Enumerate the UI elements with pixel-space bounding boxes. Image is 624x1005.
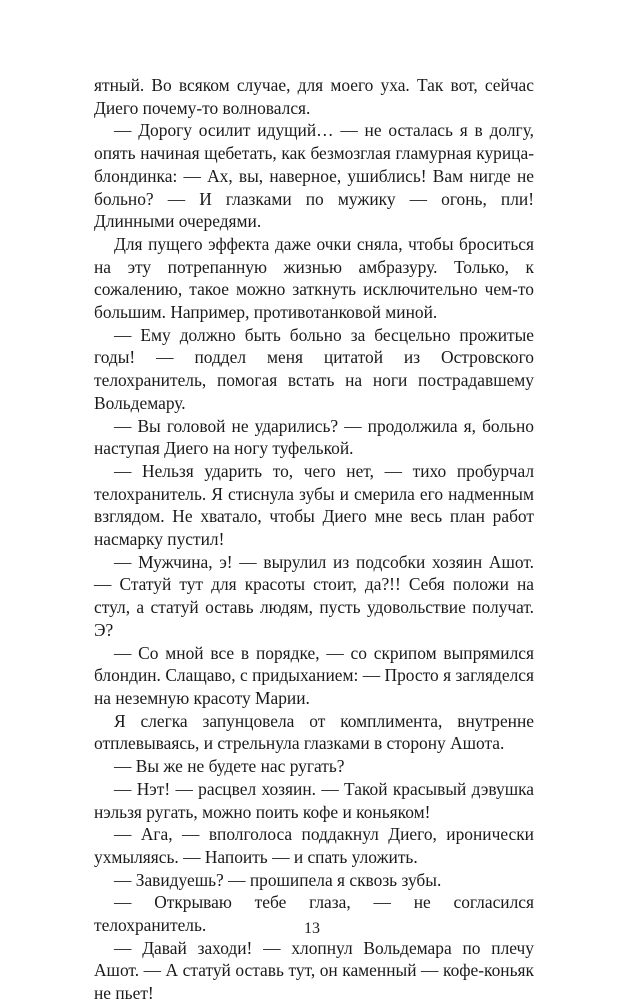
paragraph: — Завидуешь? — прошипела я сквозь зубы. bbox=[114, 869, 442, 890]
paragraph: — Дорогу осилит идущий… — не осталась я в долгу, опять начиная щебетать, как безмозглая гламурная курица-блондинка: — Ах, вы, наверное, ушиблись! Вам нигде не больно? — И глазками по мужику — огонь, пли! Длинными очередями. bbox=[94, 120, 534, 232]
paragraph: — Открываю тебе глаза, — не согласился телохранитель. bbox=[94, 892, 534, 936]
paragraph: — Нельзя ударить то, чего нет, — тихо пробурчал телохранитель. Я стиснула зубы и смерила его надменным взглядом. Не хватало, чтобы Диего мне весь план работ насмарку пустил! bbox=[94, 460, 534, 550]
paragraph: — Нэт! — расцвел хозяин. — Такой красывый дэвушка нэльзя ругать, можно поить кофе и коньяком! bbox=[94, 778, 534, 822]
paragraph: — Ему должно быть больно за бесцельно прожитые годы! — поддел меня цитатой из Островского телохранитель, помогая встать на ноги пострадавшему Вольдемару. bbox=[94, 324, 534, 413]
paragraph: — Вы же не будете нас ругать? bbox=[114, 756, 345, 777]
paragraph: Для пущего эффекта даже очки сняла, чтобы броситься на эту потрепанную жизнью амбразуру. Только, к сожалению, такое можно заткнуть исключительно чем-то большим. Например, противотанковой миной. bbox=[94, 233, 534, 323]
paragraph: ятный. Во всяком случае, для моего уха. Так вот, сейчас Диего почему-то волновался. bbox=[94, 75, 534, 118]
paragraph: — Ага, — вполголоса поддакнул Диего, иронически ухмыляясь. — Напоить — и спать уложить. bbox=[94, 824, 534, 867]
body-text bbox=[94, 74, 534, 1005]
paragraph: — Давай заходи! — хлопнул Вольдемара по плечу Ашот. — А статуй оставь тут, он каменный — кофе-коньяк не пьет! bbox=[94, 937, 534, 1004]
paragraph: — Со мной все в порядке, — со скрипом выпрямился блондин. Слащаво, с придыханием: — Просто я загляделся на неземную красоту Марии. bbox=[94, 642, 534, 708]
paragraph: — Вы головой не ударились? — продолжила я, больно наступая Диего на ногу туфелькой. bbox=[94, 415, 534, 459]
paragraph: Я слегка запунцовела от комплимента, внутренне отплевываясь, и стрельнула глазками в сторону Ашота. bbox=[94, 710, 534, 754]
page-number: 13 bbox=[304, 920, 320, 937]
paragraph: — Мужчина, э! — вырулил из подсобки хозяин Ашот. — Статуй тут для красоты стоит, да?!! Себя положи на стул, а статуй оставь людям, пусть удовольствие получат. Э? bbox=[94, 551, 534, 640]
